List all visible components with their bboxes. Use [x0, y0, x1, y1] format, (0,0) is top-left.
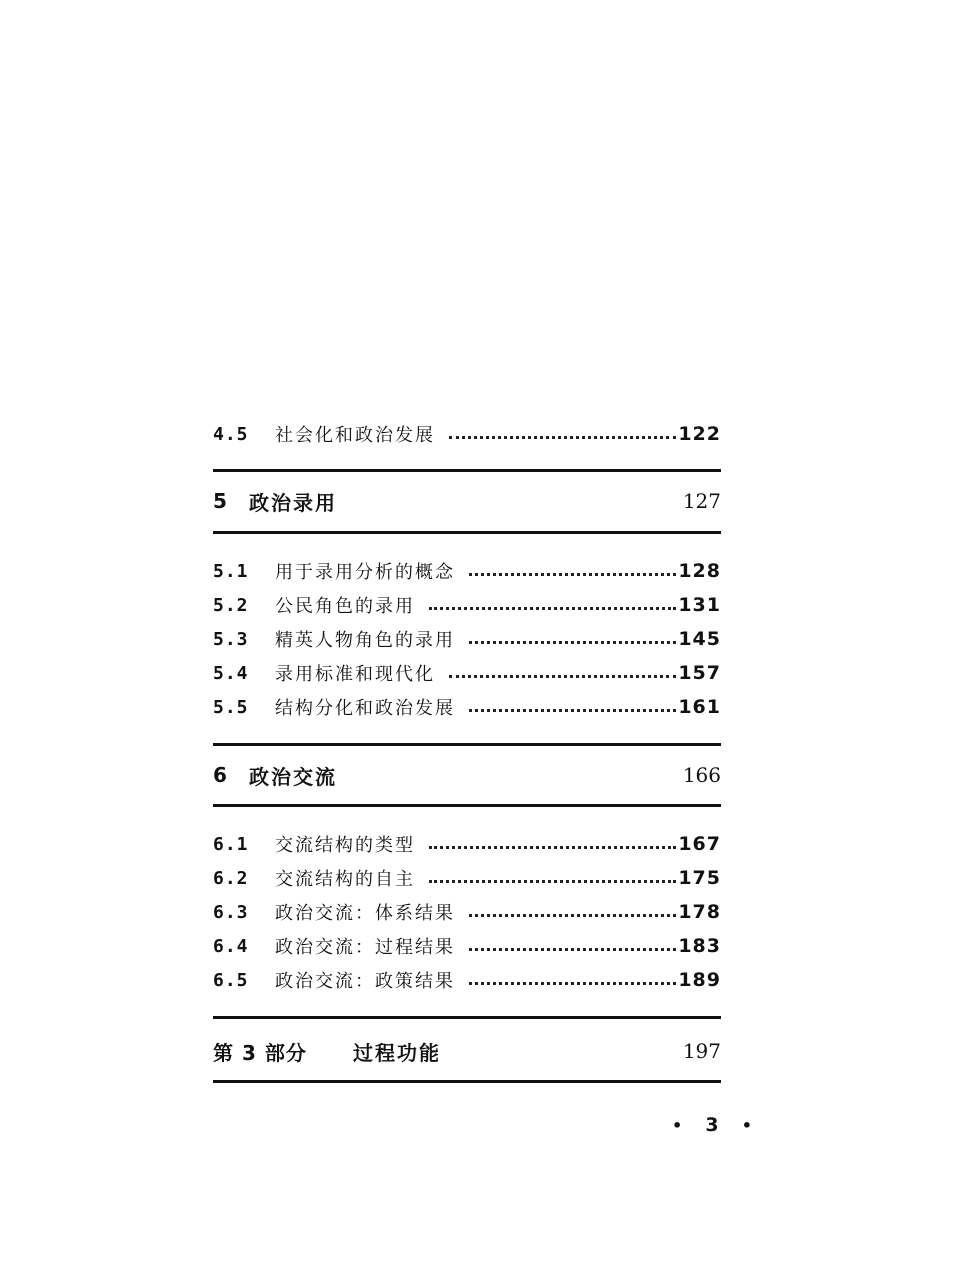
chapter-title: 政治交流 [249, 764, 337, 789]
leader-dots [449, 434, 676, 439]
entry-title: 交流结构的自主 [275, 869, 415, 890]
chapter-5-heading[interactable] [213, 484, 721, 518]
chapter-page: 166 [682, 763, 721, 787]
entry-number: 5.4 [213, 662, 249, 684]
section-rule [213, 469, 721, 472]
part-title: 过程功能 [353, 1040, 441, 1065]
entry-page: 128 [678, 560, 721, 582]
entry-number: 4.5 [213, 423, 249, 445]
entry-title: 社会化和政治发展 [275, 425, 435, 446]
entry-title: 公民角色的录用 [275, 596, 415, 617]
toc-entry-5-2[interactable] [213, 591, 721, 619]
section-rule [213, 1080, 721, 1083]
entry-number: 5.2 [213, 594, 249, 616]
toc-entry-6-4[interactable] [213, 932, 721, 960]
entry-number: 6.5 [213, 969, 249, 991]
chapter-6-heading[interactable] [213, 758, 721, 792]
leader-dots [469, 707, 676, 712]
entry-title: 录用标准和现代化 [275, 664, 435, 685]
section-rule [213, 1016, 721, 1019]
entry-number: 5.3 [213, 628, 249, 650]
leader-dots [469, 912, 676, 917]
entry-page: 183 [678, 935, 721, 957]
chapter-number: 6 [213, 763, 227, 787]
toc-entry-5-1[interactable] [213, 557, 721, 585]
entry-page: 161 [678, 696, 721, 718]
leader-dots [429, 605, 676, 610]
toc-entry-6-2[interactable] [213, 864, 721, 892]
entry-title: 结构分化和政治发展 [275, 698, 455, 719]
leader-dots [429, 844, 676, 849]
entry-page: 175 [678, 867, 721, 889]
leader-dots [469, 571, 676, 576]
entry-number: 5.1 [213, 560, 249, 582]
leader-dots [449, 673, 676, 678]
toc-entry-5-3[interactable] [213, 625, 721, 653]
bullet-right: • [741, 1115, 752, 1135]
entry-page: 167 [678, 833, 721, 855]
entry-number: 5.5 [213, 696, 249, 718]
entry-page: 189 [678, 969, 721, 991]
entry-number: 6.2 [213, 867, 249, 889]
part-label: 第 3 部分 [213, 1040, 307, 1065]
chapter-title: 政治录用 [249, 490, 337, 515]
section-rule [213, 804, 721, 807]
toc-entry-6-5[interactable] [213, 966, 721, 994]
leader-dots [469, 946, 676, 951]
entry-page: 131 [678, 594, 721, 616]
entry-page: 122 [678, 423, 721, 445]
section-rule [213, 743, 721, 746]
entry-title: 政治交流：政策结果 [275, 971, 455, 992]
entry-page: 178 [678, 901, 721, 923]
entry-title: 用于录用分析的概念 [275, 562, 455, 583]
page-number: 3 [705, 1114, 719, 1136]
toc-entry-6-1[interactable] [213, 830, 721, 858]
entry-number: 6.1 [213, 833, 249, 855]
chapter-number: 5 [213, 489, 227, 513]
leader-dots [429, 878, 676, 883]
entry-title: 交流结构的类型 [275, 835, 415, 856]
leader-dots [469, 980, 676, 985]
toc-entry-5-4[interactable] [213, 659, 721, 687]
toc-entry-5-5[interactable] [213, 693, 721, 721]
entry-number: 6.4 [213, 935, 249, 957]
entry-title: 政治交流：过程结果 [275, 937, 455, 958]
chapter-page: 127 [682, 489, 721, 513]
toc-entry-6-3[interactable] [213, 898, 721, 926]
leader-dots [469, 639, 676, 644]
page-footer [672, 1110, 752, 1140]
toc-entry-4-5[interactable] [213, 420, 721, 448]
part-3-heading[interactable] [213, 1034, 721, 1068]
bullet-left: • [672, 1115, 683, 1135]
entry-number: 6.3 [213, 901, 249, 923]
entry-page: 145 [678, 628, 721, 650]
entry-page: 157 [678, 662, 721, 684]
entry-title: 精英人物角色的录用 [275, 630, 455, 651]
section-rule [213, 531, 721, 534]
part-page: 197 [682, 1039, 721, 1063]
entry-title: 政治交流：体系结果 [275, 903, 455, 924]
